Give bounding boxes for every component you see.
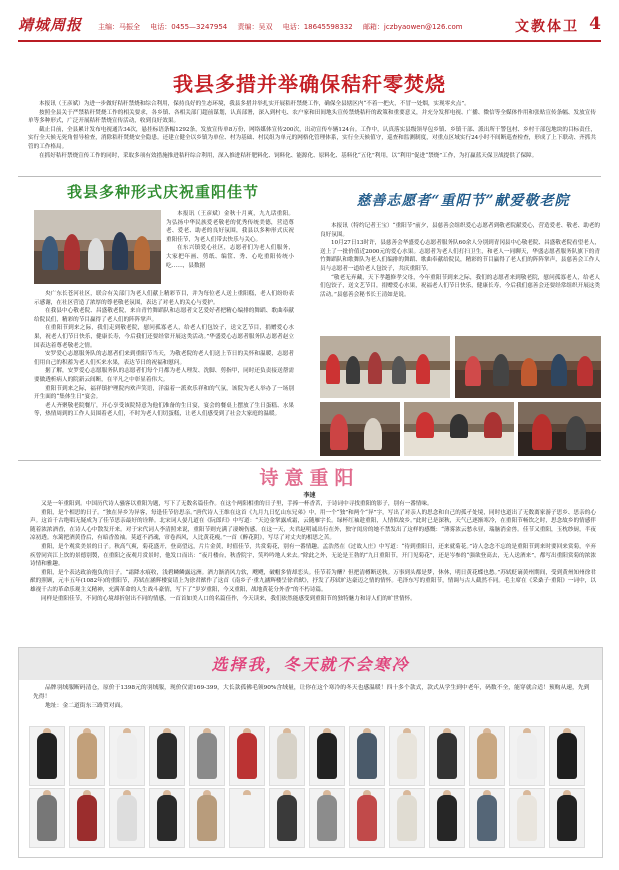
divider: [18, 460, 601, 461]
ad-banner: [19, 648, 602, 680]
proofreader: 责编：吴双: [237, 23, 273, 31]
product-thumbnail: [109, 726, 145, 786]
product-thumbnail: [509, 726, 545, 786]
essay-author: 李速: [303, 492, 316, 499]
product-thumbnail: [29, 788, 65, 848]
left-paragraph: 安罗爱心志愿服务队的志愿者们来到重阳节当天，为敬老院的老人们送上节日的关怀和温暖，志愿者们用自己的积蓄为老人们买来水果，表达节日的祝福和慰问。: [34, 351, 294, 366]
product-thumbnail: [29, 726, 65, 786]
left-paragraph: 据了解，安罗爱心志愿服务队的志愿者们每个月都为老人理发、洗脚、剪指甲，同时还负责接送帮需要做透析病人的院新云间断，在平凡之中彰显着伟大。: [34, 368, 294, 383]
left-headline: 我县多种形式庆祝重阳佳节: [66, 183, 259, 201]
product-thumbnail: [349, 726, 385, 786]
essay-paragraph: 重阳，是个表达政治抱负的日子。“霜降水痕收，浅碧鳞鳞露远洲。酒力渐消风力软，飕飕，破帽多情却恋头。佳节若为酬？但把清樽断送秋。万事到头都是梦，休休，明日黄花蝶也愁。”苏轼贬谪黄州期间，受到黄州知州徐君猷的照顾，元丰五年(1082年)的重阳节，苏轼在涵辉楼宴请上为徐君猷作了这首《南乡子·重九涵辉楼呈徐君猷》，抒发了苏轼旷达豪迈之情的情怀。毛泽东写的重阳节，情调与古人截然不同。毛主席在《采桑子·重阳》一词中，以雄视千古的革命乐观主义精神，充满革命的人生战斗豪情，写下了“岁岁重阳，今又重阳，战地黄花分外香”的不朽诗篇。: [30, 569, 596, 593]
right-paragraph: “敬老无弃藏，天下孝越修孝父母，今年重阳节到来之际，我们的志愿者来到敬老院，慰问孤寡老人，给老人们包饺子，送文艺节目，捐赠爱心水果，祝福老人们节日快乐，健康长寿，今后我们慈善会还要经常组织开展这类活动。”县慈善会秘书长王清如是说。: [320, 274, 600, 298]
photo-volunteer-serving: [320, 402, 400, 456]
photo-elder-portrait: [518, 402, 601, 456]
product-thumbnail: [309, 788, 345, 848]
product-gallery: [29, 726, 594, 850]
product-thumbnail: [229, 788, 265, 848]
product-thumbnail: [269, 788, 305, 848]
left-body: [34, 290, 294, 450]
left-paragraph: 央广东长苍河社区，联合有关部门为老人们献上精彩节目，并为每位老人送上重阳糕，老人们纷纷表示感谢，在社区营造了浓厚的尊老敬老氛围，表达了对老人的关心与爱护。: [34, 291, 294, 306]
essay-paragraph: 重阳，是个相思的日子。“独在异乡为异客，每逢佳节倍思亲。”唐代诗人王维在这首《九月九日忆山东兄弟》中，用一个“独”和两个“异”字，写出了对亲人的思念和自己的孤孑处境，同时也道出了无数离家游子思乡、思亲的心声。这首千古绝唱无疑成为了佳节思亲最好的诠释。北宋词人晏几道在《阮郎归》中写道：“天边金掌露成霜，云随雁字长。绿杯红袖趁重阳，人情似故乡。”此时已是深秋，天气已逐渐寒冷，在重阳节畅饮之时，思念故乡的情感伴随着浓浓酒香，在诗人心中散发开来。对于宋代词人李清照来说，重阳节则充满了凄婉伤感。在这一天，夫君赵明诚出行在外，独守闺房的她不禁发出了这样的感慨：“薄雾浓云愁永昼，瑞脑消金兽。佳节又重阳，玉枕纱厨，半夜凉初透。东篱把酒黄昏后，有暗香盈袖。莫道不消魂，帘卷西风，人比黄花瘦。”一首《醉花阴》，写尽了对丈夫的相思之苦。: [30, 509, 596, 542]
ad-text: [33, 684, 593, 711]
product-thumbnail: [429, 726, 465, 786]
divider: [18, 176, 601, 177]
advertisement: [18, 647, 603, 858]
product-thumbnail: [549, 726, 585, 786]
product-thumbnail: [389, 788, 425, 848]
proofreader-phone: 电话：18645598332: [282, 23, 353, 31]
left-intro-paragraph: 在东兴镇爱心社区，志愿者们为老人们服务，大家把年画、剪纸、编筐、秀、心吃重阳传统小吃……，县数据: [166, 245, 294, 269]
paper-name: 靖城周报: [18, 16, 83, 34]
left-paragraph: 重阳节到来之际，福祥镇护理院内欢声笑语，洋溢着一派欢乐祥和的气氛，该院为老人举办了一场别开生面的“集体生日”宴会。: [34, 385, 294, 401]
product-thumbnail: [149, 726, 185, 786]
product-thumbnail: [149, 788, 185, 848]
ad-offer: 品牌羽绒服断码清仓，原价于1398元的羽绒服，现价仅需169-399，大长款孤佛毛领90%含绒量，让你在这个寒冷的冬天也感温暖！四十多个款式，款式从学生到中老年，码数不全，能穿就合适！预购从速，先到先得！: [33, 685, 590, 700]
right-headline: 慈善志愿者“重阳节”献爱敬老院: [356, 193, 570, 209]
left-paragraph: 在重阳节到来之际，我们走到敬老院，慰问孤寡老人，给老人们包饺子，送文艺节目，捐赠爱心水果，祝老人们节日快乐，健康长寿，今后我们还要经常开展这类活动。”华盛爱心志愿者服务队志愿者赵立国表达着尊老敬老之情。: [34, 325, 294, 349]
editor: 主编：马振全: [98, 23, 140, 31]
right-paragraph: 10月27日13时许，县慈善会华盛爱心志愿者服务队60余人分别到青冈县中心敬老院、昌盛敬老院看望老人，送上了一批价值近2000元的爱心水果。志愿者为老人们打扫卫生，和老人一同聊天，华盛志愿者服务队旗下的青竹舞蹈队和歌舞队为老人们编排的舞蹈、歌曲奉献给院民，精彩的节目赢得了老人们的阵阵掌声，县慈善会工作人员与志愿者一道给老人包饺子，共庆重阳节。: [320, 240, 600, 272]
masthead-info: [98, 22, 471, 32]
product-thumbnail: [189, 726, 225, 786]
product-thumbnail: [189, 788, 225, 848]
product-thumbnail: [469, 726, 505, 786]
lead-paragraph: 截止目前，全县累计发布电视通告34次，悬挂标语条幅1292条，发放宣传单8万份，网络媒体宣传200次，出动宣传车辆124台。工作中，认真落实县级领导包乡镇、乡镇干部、派出所干警包村、乡村干部包地块的目标责任，实行全天候无死角督导检查，消除秸秆焚烧安全隐患。还建立健全以乡镇为单位、村为基础、村民组为单元的网格化管理体系，实行全天候值守，巡查和监测制度，对重点区域实行24小时不间断巡查检查，形成了上下联动、齐抓共管的工作格局。: [28, 126, 596, 150]
left-paragraph: 老人齐聚敬老院餐厅，开心享受该院特意为他们准备的生日宴，宴会的餐桌上摆放了生日蛋糕、水果等，热情周到的工作人员围着老人们，不时为老人们切蛋糕，让老人们感受到了社会大家庭的温暖。: [34, 402, 294, 418]
essay-title: 诗意重阳: [259, 467, 360, 489]
product-thumbnail: [469, 788, 505, 848]
product-thumbnail: [349, 788, 385, 848]
product-thumbnail: [549, 788, 585, 848]
product-thumbnail: [509, 788, 545, 848]
left-intro: [166, 210, 294, 288]
product-thumbnail: [269, 726, 305, 786]
ad-address: 地址：金二道街东三路贸对面。: [45, 703, 127, 709]
lead-paragraph: 本报讯（王彦斌）为进一步做好秸秆禁烧和综合利用，保持良好的生态环境，我县多措并举扎实开展秸秆禁烧工作，确保全县辖区内“不着一把火，不冒一处烟，实现零火点”。: [39, 101, 470, 107]
ad-slogan: 选择我，冬天就不会寒冷: [211, 655, 410, 674]
lead-paragraph: 按照全县关于严禁秸秆焚烧工作的相关要求，各乡镇、各相关部门超前谋划，认真部署，深入到村屯、农户家和田间地头宣传禁烧秸秆的政策和重要意义，并充分发挥电视、广播、微信等全媒体作用和张贴宣传条幅、发放宣传单等多种形式，广泛开展秸秆禁烧宣传活动，收到良好效果。: [28, 109, 596, 125]
essay-paragraph: 同样是重阳佳节，不同的心境却折射出不同的情感，一首首如美人口的名篇佳作，今天读来，我们依然能感受到重阳节的独特魅力和诗人们的旷世情怀。: [41, 595, 416, 602]
left-paragraph: 在我县中心敬老院、昌盛敬老院，来自青竹舞蹈队和志愿者文艺爱好者把精心编排的舞蹈、歌曲奉献给院民们，精彩的节目赢得了老人们的阵阵掌声。: [34, 308, 294, 323]
page-number: 4: [589, 14, 601, 34]
email: 邮箱：jczbyaowen@126.com: [362, 23, 463, 31]
right-paragraph: 本报讯（特约记者王宝）“重阳节”前夕，县慈善会组织爱心志愿者到敬老院献爱心，营造爱老、敬老、助老的良好氛围。: [320, 223, 600, 238]
product-thumbnail: [69, 726, 105, 786]
lead-headline: 我县多措并举确保秸秆零焚烧: [173, 72, 446, 96]
photo-volunteers-dumplings: [320, 336, 450, 398]
photo-table-dumplings: [404, 402, 514, 456]
photo-dining-hall: [455, 336, 601, 398]
editor-phone: 电话：0455—3247954: [150, 23, 228, 31]
product-thumbnail: [429, 788, 465, 848]
product-thumbnail: [109, 788, 145, 848]
product-thumbnail: [309, 726, 345, 786]
left-intro-paragraph: 本报讯（王彦斌）金秋十月爽，九九话重阳。为弘扬中华民族爱老敬老的优秀传统美德，营造尊老、爱老、助老的良好氛围，我县以多种形式庆祝重阳佳节，为老人们带去快乐与关心。: [166, 211, 294, 243]
product-thumbnail: [69, 788, 105, 848]
section-name: 文教体卫: [515, 19, 579, 35]
product-thumbnail: [389, 726, 425, 786]
essay-body: [30, 500, 596, 642]
essay-paragraph: 重阳，是个观赏美景的日子。秋高气爽，菊花盛开，登高望远，片片金黄，时值佳节，共赏菊花，别有一番情趣。孟浩然在《过故人庄》中写道：“待到重阳日，还来就菊花。”诗人念念不忘的是重阳节到来时要回来赏菊，辛弃疾曾同宾江上饮的景德别製，在重阳之夜观月赏景时，他发口而出：“夜月楼台，秋香院宇，笑吟吟地人来去。”除此之外，无论是王勃的“九日重阳节，开门见菊花”，还是岑参的“强欲登高去，无人送酒来”，都写出重阳赏菊的浓浓诗情和雅趣。: [30, 543, 596, 568]
right-body: [320, 222, 600, 330]
product-thumbnail: [229, 726, 265, 786]
photo-elders-gathering: [34, 210, 161, 284]
lead-paragraph: 在抓好秸秆禁烧宣传工作的同时，采取多项有效措施推进秸秆综合利用，深入推进秸秆肥料化、饲料化、能源化、原料化、基料化“五化”利用，以“利用”促进“禁烧”工作，为打赢蓝天保卫战提供了保障。: [39, 152, 538, 159]
essay-paragraph: 又是一年重阳到。中国历代诗人骚客以重阳为题，写下了无数名篇佳作。在这个两阳相重的日子里，手捧一杯香茗，于诗词中寻找重阳的影子，别有一番情味。: [41, 501, 433, 507]
lead-body: [28, 100, 596, 172]
masthead: [18, 14, 601, 42]
